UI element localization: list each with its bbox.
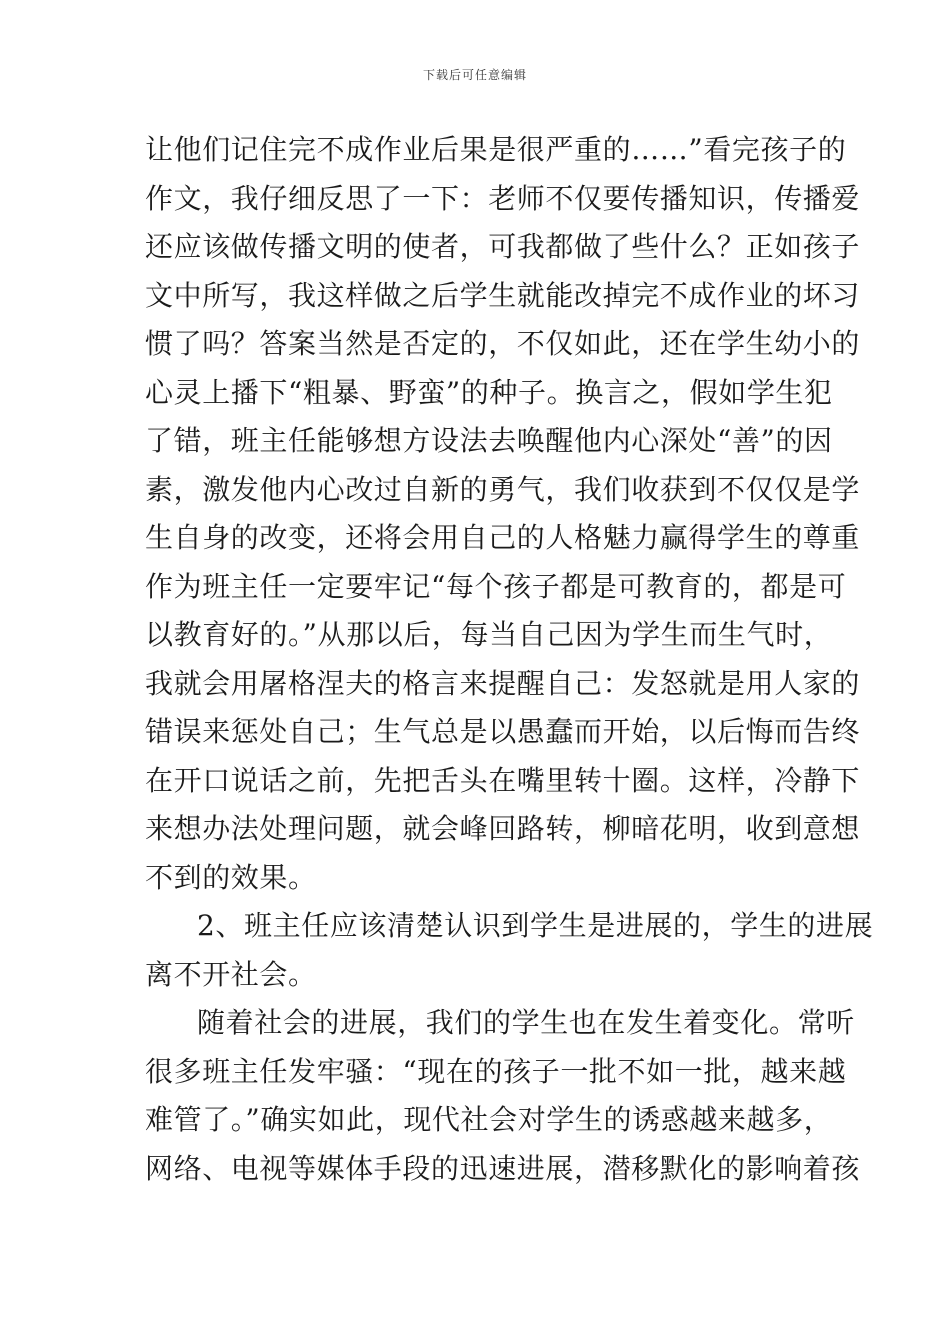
text-line: 难管了。”确实如此，现代社会对学生的诱惑越来越多，	[145, 1103, 833, 1136]
text-line: 离不开社会。	[145, 957, 317, 991]
document-body	[145, 126, 874, 1193]
paragraph-start-line: 随着社会的进展，我们的学生也在发生着变化。常听	[197, 1006, 855, 1039]
text-line: 我就会用屠格涅夫的格言来提醒自己：发怒就是用人家的	[145, 666, 861, 700]
text-line: 作为班主任一定要牢记“每个孩子都是可教育的，都是可	[145, 569, 847, 603]
text-line: 素，激发他内心改过自新的勇气，我们收获到不仅仅是学	[145, 472, 861, 506]
text-line: 心灵上播下“粗暴、野蛮”的种子。换言之，假如学生犯	[145, 375, 833, 409]
text-line: 以教育好的。”从那以后，每当自己因为学生而生气时，	[145, 618, 833, 651]
text-line: 网络、电视等媒体手段的迅速进展，潜移默化的影响着孩	[145, 1151, 861, 1185]
text-line: 来想办法处理问题，就会峰回路转，柳暗花明，收到意想	[145, 812, 861, 845]
section-heading-line: 2、班主任应该清楚认识到学生是进展的，学生的进展	[197, 909, 874, 942]
text-line: 生自身的改变，还将会用自己的人格魅力赢得学生的尊重	[145, 521, 861, 554]
text-line: 在开口说话之前，先把舌头在嘴里转十圈。这样，冷静下	[145, 763, 861, 797]
text-line: 很多班主任发牢骚：“现在的孩子一批不如一批，越来越	[145, 1054, 847, 1088]
text-line: 文中所写，我这样做之后学生就能改掉完不成作业的坏习	[145, 278, 861, 312]
text-line: 惯了吗？答案当然是否定的，不仅如此，还在学生幼小的	[145, 327, 861, 360]
page-header: 下载后可任意编辑	[422, 68, 527, 82]
text-line: 还应该做传播文明的使者，可我都做了些什么？正如孩子	[145, 230, 861, 263]
text-line: 让他们记住完不成作业后果是很严重的……”看完孩子的	[145, 133, 847, 166]
text-line: 了错，班主任能够想方设法去唤醒他内心深处“善”的因	[145, 424, 833, 457]
text-line: 作文，我仔细反思了一下：老师不仅要传播知识，传播爱	[145, 181, 861, 215]
text-line: 错误来惩处自己；生气总是以愚蠢而开始，以后悔而告终	[145, 715, 861, 748]
text-line: 不到的效果。	[145, 860, 317, 894]
